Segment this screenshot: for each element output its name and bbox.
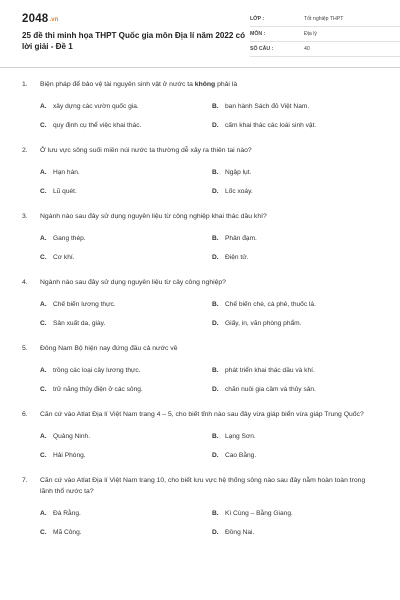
- question-number: 3.: [22, 213, 28, 220]
- meta-row-grade: [250, 12, 400, 27]
- question-text-part: Ở lưu vực sông suối miền núi nước ta thường dễ xảy ra thiên tai nào?: [40, 147, 252, 154]
- question-number: 5.: [22, 345, 28, 352]
- question-number: 1.: [22, 81, 28, 88]
- question-text-part: Ngành nào sau đây sử dụng nguyên liệu từ cây công nghiệp?: [40, 279, 226, 286]
- answer-option[interactable]: [40, 300, 212, 309]
- question-item: [22, 79, 378, 130]
- question-list: [22, 79, 378, 552]
- option-text: trồng các loại cây lương thực.: [53, 367, 141, 374]
- answer-option[interactable]: [212, 187, 378, 196]
- option-text: xây dựng các vườn quốc gia.: [53, 103, 139, 110]
- option-letter: D.: [212, 320, 219, 327]
- answer-options: [40, 366, 378, 394]
- question-text-part: Biện pháp để bảo vệ tài nguyên sinh vật ở nước ta: [40, 81, 195, 88]
- option-letter: D.: [212, 188, 219, 195]
- question-text: [40, 79, 378, 90]
- option-text: Ngập lụt.: [225, 169, 252, 176]
- option-text: Đà Rằng.: [53, 510, 81, 517]
- question-text-part: Đông Nam Bộ hiện nay đứng đầu cả nước về: [40, 345, 178, 352]
- meta-key: SỐ CÂU :: [250, 46, 274, 52]
- question-text-emphasis: không: [194, 81, 216, 88]
- answer-option[interactable]: [212, 121, 378, 130]
- meta-key: MÔN :: [250, 31, 266, 37]
- question-stem: [22, 211, 378, 222]
- option-letter: B.: [212, 169, 219, 176]
- meta-value: Tốt nghiệp THPT: [304, 16, 344, 22]
- option-letter: A.: [40, 510, 47, 517]
- option-letter: C.: [40, 452, 47, 459]
- answer-option[interactable]: [40, 509, 212, 518]
- answer-option[interactable]: [212, 234, 378, 243]
- meta-info: [250, 12, 400, 57]
- question-text: [40, 343, 378, 354]
- option-letter: A.: [40, 235, 47, 242]
- option-text: Quảng Ninh.: [53, 433, 91, 440]
- answer-option[interactable]: [40, 234, 212, 243]
- answer-option[interactable]: [40, 121, 212, 130]
- answer-option[interactable]: [40, 528, 212, 537]
- answer-option[interactable]: [212, 253, 378, 262]
- option-text: Gang thép.: [53, 235, 86, 242]
- answer-options: [40, 432, 378, 460]
- meta-row-question-count: [250, 42, 400, 57]
- answer-option[interactable]: [40, 168, 212, 177]
- question-text-part: phải là: [215, 81, 238, 88]
- answer-option[interactable]: [212, 385, 378, 394]
- option-text: Đồng Nai.: [225, 529, 255, 536]
- question-text: [40, 211, 378, 222]
- answer-option[interactable]: [212, 168, 378, 177]
- meta-row-subject: [250, 27, 400, 42]
- answer-option[interactable]: [40, 187, 212, 196]
- answer-options: [40, 300, 378, 328]
- option-letter: A.: [40, 367, 47, 374]
- option-text: Điện tử.: [225, 254, 249, 261]
- answer-option[interactable]: [40, 319, 212, 328]
- option-letter: C.: [40, 122, 47, 129]
- question-text: [40, 277, 378, 288]
- option-letter: B.: [212, 433, 219, 440]
- question-stem: [22, 79, 378, 90]
- option-letter: C.: [40, 320, 47, 327]
- option-letter: B.: [212, 367, 219, 374]
- option-text: Cao Bằng.: [225, 452, 257, 459]
- option-letter: D.: [212, 529, 219, 536]
- option-text: Chế biến lương thực.: [53, 301, 116, 308]
- question-text-part: Căn cứ vào Atlat Địa lí Việt Nam trang 4 – 5, cho biết tỉnh nào sau đây vừa giáp biển vừa giáp Trung Quốc?: [40, 411, 364, 418]
- option-text: Lốc xoáy.: [225, 188, 253, 195]
- answer-option[interactable]: [212, 102, 378, 111]
- question-item: [22, 145, 378, 196]
- option-letter: D.: [212, 386, 219, 393]
- option-text: Hạn hán.: [53, 169, 80, 176]
- question-item: [22, 409, 378, 460]
- answer-options: [40, 234, 378, 262]
- question-stem: [22, 475, 378, 497]
- option-letter: B.: [212, 510, 219, 517]
- option-text: Kì Cùng – Bằng Giang.: [225, 510, 293, 517]
- question-item: [22, 475, 378, 537]
- question-number: 6.: [22, 411, 28, 418]
- answer-option[interactable]: [212, 528, 378, 537]
- option-letter: B.: [212, 235, 219, 242]
- question-item: [22, 343, 378, 394]
- option-letter: D.: [212, 254, 219, 261]
- option-letter: A.: [40, 103, 47, 110]
- answer-option[interactable]: [212, 451, 378, 460]
- option-text: quy định cụ thể việc khai thác.: [53, 122, 142, 129]
- meta-value: 40: [304, 46, 310, 52]
- option-letter: D.: [212, 122, 219, 129]
- answer-option[interactable]: [212, 319, 378, 328]
- question-text: [40, 409, 378, 420]
- question-number: 7.: [22, 477, 28, 484]
- question-text: [40, 145, 378, 156]
- answer-option[interactable]: [40, 366, 212, 375]
- option-letter: D.: [212, 452, 219, 459]
- option-letter: C.: [40, 188, 47, 195]
- site-logo[interactable]: 2048.vn: [22, 13, 59, 25]
- answer-option[interactable]: [40, 451, 212, 460]
- option-text: ban hành Sách đỏ Việt Nam.: [225, 103, 310, 110]
- option-text: chăn nuôi gia cầm và thủy sản.: [225, 386, 316, 393]
- question-stem: [22, 409, 378, 420]
- option-letter: C.: [40, 386, 47, 393]
- option-text: Hải Phòng.: [53, 452, 86, 459]
- answer-option[interactable]: [40, 432, 212, 441]
- option-text: Sản xuất da, giày.: [53, 320, 106, 327]
- option-letter: A.: [40, 433, 47, 440]
- option-letter: C.: [40, 529, 47, 536]
- answer-option[interactable]: [40, 385, 212, 394]
- question-number: 4.: [22, 279, 28, 286]
- option-text: Lạng Sơn.: [225, 433, 256, 440]
- option-text: Giấy, in, văn phòng phẩm.: [225, 320, 302, 327]
- option-text: Cơ khí.: [53, 254, 75, 261]
- answer-options: [40, 509, 378, 537]
- question-text-part: Ngành nào sau đây sử dụng nguyên liệu từ công nghiệp khai thác dầu khí?: [40, 213, 267, 220]
- answer-option[interactable]: [212, 432, 378, 441]
- answer-option[interactable]: [212, 509, 378, 518]
- option-letter: A.: [40, 169, 47, 176]
- question-number: 2.: [22, 147, 28, 154]
- meta-value: Địa lý: [304, 31, 317, 37]
- answer-option[interactable]: [212, 366, 378, 375]
- document-title: 25 đề thi minh họa THPT Quốc gia môn Địa lí năm 2022 có lời giải - Đề 1: [22, 31, 246, 51]
- document-header: [22, 0, 378, 58]
- question-item: [22, 277, 378, 328]
- header-divider: [0, 67, 400, 68]
- question-text: [40, 475, 378, 497]
- option-text: cấm khai thác các loài sinh vật.: [225, 122, 317, 129]
- question-text-part: Căn cứ vào Atlat Địa lí Việt Nam trang 10, cho biết lưu vực hệ thống sông nào sau đây nằm hoàn toàn trong lãnh thổ nước ta?: [40, 477, 366, 495]
- option-text: Lũ quét.: [53, 188, 77, 195]
- answer-options: [40, 168, 378, 196]
- answer-options: [40, 102, 378, 130]
- meta-key: LỚP :: [250, 16, 265, 22]
- question-item: [22, 211, 378, 262]
- option-letter: A.: [40, 301, 47, 308]
- option-letter: C.: [40, 254, 47, 261]
- option-letter: B.: [212, 301, 219, 308]
- option-text: Mã Công.: [53, 529, 82, 536]
- answer-option[interactable]: [40, 102, 212, 111]
- question-stem: [22, 145, 378, 156]
- option-text: trữ năng thủy điện ở các sông.: [53, 386, 143, 393]
- question-stem: [22, 343, 378, 354]
- answer-option[interactable]: [212, 300, 378, 309]
- option-text: Chế biến chè, cà phê, thuốc lá.: [225, 301, 316, 308]
- question-stem: [22, 277, 378, 288]
- answer-option[interactable]: [40, 253, 212, 262]
- option-letter: B.: [212, 103, 219, 110]
- option-text: Phân đạm.: [225, 235, 257, 242]
- option-text: phát triển khai thác dầu và khí.: [225, 367, 315, 374]
